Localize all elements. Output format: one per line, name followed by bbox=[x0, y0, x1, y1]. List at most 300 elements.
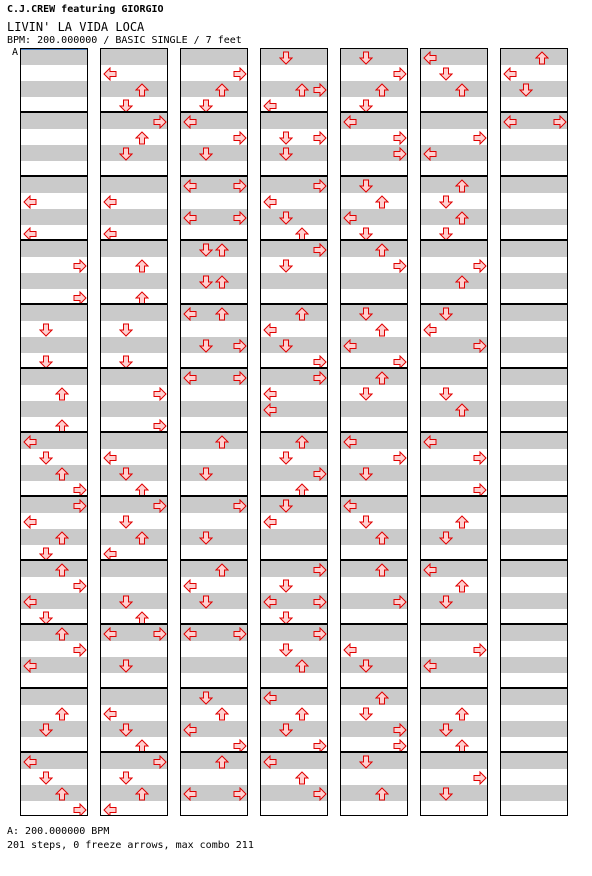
up-arrow-icon bbox=[135, 738, 149, 752]
chart-measure bbox=[100, 368, 168, 432]
left-arrow-icon bbox=[183, 578, 197, 592]
chart-measure bbox=[260, 688, 328, 752]
chart-measure bbox=[100, 304, 168, 368]
chart-measure bbox=[340, 304, 408, 368]
right-arrow-icon bbox=[473, 642, 487, 656]
beat-band bbox=[421, 785, 487, 801]
left-arrow-icon bbox=[263, 594, 277, 608]
left-arrow-icon bbox=[103, 802, 117, 816]
left-arrow-icon bbox=[343, 338, 357, 352]
chart-measure bbox=[340, 240, 408, 304]
up-arrow-icon bbox=[295, 226, 309, 240]
beat-band bbox=[501, 785, 567, 801]
left-arrow-icon bbox=[23, 514, 37, 528]
left-arrow-icon bbox=[183, 210, 197, 224]
chart-column bbox=[340, 48, 408, 816]
beat-band bbox=[501, 145, 567, 161]
beat-band bbox=[341, 177, 407, 193]
down-arrow-icon bbox=[119, 322, 133, 336]
beat-band bbox=[101, 529, 167, 545]
beat-band bbox=[421, 241, 487, 257]
down-arrow-icon bbox=[359, 514, 373, 528]
up-arrow-icon bbox=[295, 482, 309, 496]
left-arrow-icon bbox=[103, 626, 117, 640]
down-arrow-icon bbox=[359, 50, 373, 64]
down-arrow-icon bbox=[279, 210, 293, 224]
up-arrow-icon bbox=[375, 242, 389, 256]
chart-measure bbox=[180, 432, 248, 496]
right-arrow-icon bbox=[473, 130, 487, 144]
down-arrow-icon bbox=[439, 786, 453, 800]
chart-measure bbox=[260, 368, 328, 432]
chart-measure bbox=[500, 240, 568, 304]
down-arrow-icon bbox=[199, 466, 213, 480]
chart-measure bbox=[260, 48, 328, 112]
left-arrow-icon bbox=[183, 786, 197, 800]
chart-measure bbox=[100, 176, 168, 240]
chart-measure bbox=[340, 624, 408, 688]
beat-band bbox=[101, 401, 167, 417]
beat-band bbox=[181, 465, 247, 481]
down-arrow-icon bbox=[439, 530, 453, 544]
beat-band bbox=[181, 593, 247, 609]
beat-band bbox=[501, 49, 567, 65]
up-arrow-icon bbox=[295, 658, 309, 672]
chart-measure bbox=[20, 112, 88, 176]
down-arrow-icon bbox=[279, 642, 293, 656]
down-arrow-icon bbox=[119, 466, 133, 480]
left-arrow-icon bbox=[23, 594, 37, 608]
beat-band bbox=[261, 529, 327, 545]
beat-band bbox=[421, 529, 487, 545]
down-arrow-icon bbox=[439, 306, 453, 320]
up-arrow-icon bbox=[295, 434, 309, 448]
down-arrow-icon bbox=[119, 146, 133, 160]
down-arrow-icon bbox=[439, 386, 453, 400]
chart-measure bbox=[20, 496, 88, 560]
left-arrow-icon bbox=[343, 210, 357, 224]
chart-measure bbox=[420, 560, 488, 624]
right-arrow-icon bbox=[73, 802, 87, 816]
beat-band bbox=[501, 305, 567, 321]
beat-band bbox=[261, 721, 327, 737]
beat-band bbox=[21, 689, 87, 705]
right-arrow-icon bbox=[393, 354, 407, 368]
chart-measure bbox=[340, 560, 408, 624]
beat-band bbox=[181, 561, 247, 577]
up-arrow-icon bbox=[455, 210, 469, 224]
right-arrow-icon bbox=[473, 258, 487, 272]
chart-measure bbox=[420, 496, 488, 560]
beat-band bbox=[101, 593, 167, 609]
left-arrow-icon bbox=[103, 194, 117, 208]
right-arrow-icon bbox=[73, 578, 87, 592]
right-arrow-icon bbox=[393, 722, 407, 736]
up-arrow-icon bbox=[55, 562, 69, 576]
up-arrow-icon bbox=[295, 706, 309, 720]
chart-measure bbox=[20, 48, 88, 112]
beat-band bbox=[261, 337, 327, 353]
up-arrow-icon bbox=[55, 626, 69, 640]
beat-band bbox=[21, 81, 87, 97]
up-arrow-icon bbox=[455, 402, 469, 416]
beat-band bbox=[421, 497, 487, 513]
down-arrow-icon bbox=[39, 610, 53, 624]
up-arrow-icon bbox=[535, 50, 549, 64]
down-arrow-icon bbox=[39, 450, 53, 464]
beat-band bbox=[501, 561, 567, 577]
down-arrow-icon bbox=[359, 754, 373, 768]
up-arrow-icon bbox=[455, 514, 469, 528]
up-arrow-icon bbox=[135, 82, 149, 96]
chart-measure bbox=[420, 304, 488, 368]
down-arrow-icon bbox=[359, 706, 373, 720]
beat-band bbox=[421, 689, 487, 705]
left-arrow-icon bbox=[263, 754, 277, 768]
beat-band bbox=[181, 49, 247, 65]
chart-column bbox=[180, 48, 248, 816]
up-arrow-icon bbox=[135, 130, 149, 144]
chart-measure bbox=[100, 688, 168, 752]
bpm-summary: A: 200.000000 BPM bbox=[7, 826, 110, 837]
right-arrow-icon bbox=[233, 66, 247, 80]
left-arrow-icon bbox=[423, 434, 437, 448]
chart-measure bbox=[500, 752, 568, 816]
left-arrow-icon bbox=[263, 402, 277, 416]
down-arrow-icon bbox=[279, 498, 293, 512]
down-arrow-icon bbox=[439, 722, 453, 736]
up-arrow-icon bbox=[375, 194, 389, 208]
left-arrow-icon bbox=[23, 754, 37, 768]
down-arrow-icon bbox=[119, 354, 133, 368]
beat-band bbox=[101, 465, 167, 481]
right-arrow-icon bbox=[233, 498, 247, 512]
down-arrow-icon bbox=[359, 306, 373, 320]
beat-band bbox=[181, 753, 247, 769]
chart-measure bbox=[260, 496, 328, 560]
down-arrow-icon bbox=[39, 322, 53, 336]
beat-band bbox=[101, 689, 167, 705]
beat-band bbox=[21, 145, 87, 161]
chart-measure bbox=[340, 688, 408, 752]
left-arrow-icon bbox=[263, 194, 277, 208]
up-arrow-icon bbox=[455, 578, 469, 592]
up-arrow-icon bbox=[375, 370, 389, 384]
chart-measure bbox=[180, 688, 248, 752]
beat-band bbox=[261, 209, 327, 225]
chart-measure bbox=[100, 432, 168, 496]
beat-band bbox=[341, 657, 407, 673]
left-arrow-icon bbox=[423, 146, 437, 160]
chart-measure bbox=[100, 560, 168, 624]
right-arrow-icon bbox=[393, 130, 407, 144]
left-arrow-icon bbox=[263, 386, 277, 400]
right-arrow-icon bbox=[233, 738, 247, 752]
chart-measure bbox=[100, 48, 168, 112]
chart-measure bbox=[500, 176, 568, 240]
chart-measure bbox=[20, 432, 88, 496]
down-arrow-icon bbox=[199, 594, 213, 608]
down-arrow-icon bbox=[199, 530, 213, 544]
beat-band bbox=[501, 593, 567, 609]
right-arrow-icon bbox=[473, 770, 487, 784]
left-arrow-icon bbox=[263, 514, 277, 528]
down-arrow-icon bbox=[359, 658, 373, 672]
down-arrow-icon bbox=[119, 514, 133, 528]
chart-measure bbox=[100, 624, 168, 688]
up-arrow-icon bbox=[295, 306, 309, 320]
beat-band bbox=[501, 209, 567, 225]
beat-band bbox=[421, 753, 487, 769]
beat-band bbox=[501, 401, 567, 417]
beat-band bbox=[501, 689, 567, 705]
right-arrow-icon bbox=[153, 754, 167, 768]
right-arrow-icon bbox=[393, 594, 407, 608]
beat-band bbox=[101, 49, 167, 65]
chart-measure bbox=[180, 368, 248, 432]
chart-measure bbox=[180, 176, 248, 240]
right-arrow-icon bbox=[73, 498, 87, 512]
left-arrow-icon bbox=[263, 690, 277, 704]
chart-measure bbox=[20, 688, 88, 752]
right-arrow-icon bbox=[393, 450, 407, 464]
down-arrow-icon bbox=[279, 722, 293, 736]
chart-measure bbox=[500, 112, 568, 176]
chart-measure bbox=[260, 432, 328, 496]
left-arrow-icon bbox=[183, 626, 197, 640]
chart-measure bbox=[180, 304, 248, 368]
step-stats: 201 steps, 0 freeze arrows, max combo 211 bbox=[7, 840, 254, 851]
up-arrow-icon bbox=[215, 562, 229, 576]
up-arrow-icon bbox=[215, 306, 229, 320]
beat-band bbox=[501, 369, 567, 385]
up-arrow-icon bbox=[55, 466, 69, 480]
beat-band bbox=[421, 305, 487, 321]
down-arrow-icon bbox=[119, 98, 133, 112]
right-arrow-icon bbox=[393, 258, 407, 272]
up-arrow-icon bbox=[135, 290, 149, 304]
left-arrow-icon bbox=[343, 434, 357, 448]
right-arrow-icon bbox=[233, 626, 247, 640]
beat-band bbox=[101, 273, 167, 289]
beat-band bbox=[101, 209, 167, 225]
down-arrow-icon bbox=[439, 226, 453, 240]
beat-band bbox=[341, 401, 407, 417]
chart-measure bbox=[340, 368, 408, 432]
right-arrow-icon bbox=[233, 370, 247, 384]
chart-measure bbox=[180, 752, 248, 816]
beat-band bbox=[501, 241, 567, 257]
down-arrow-icon bbox=[39, 546, 53, 560]
right-arrow-icon bbox=[393, 146, 407, 160]
up-arrow-icon bbox=[55, 530, 69, 544]
down-arrow-icon bbox=[359, 178, 373, 192]
down-arrow-icon bbox=[359, 226, 373, 240]
right-arrow-icon bbox=[153, 418, 167, 432]
bpm-marker-label: A bbox=[12, 47, 19, 58]
right-arrow-icon bbox=[313, 370, 327, 384]
right-arrow-icon bbox=[153, 626, 167, 640]
beat-band bbox=[501, 337, 567, 353]
chart-measure bbox=[260, 560, 328, 624]
beat-band bbox=[181, 657, 247, 673]
beat-band bbox=[101, 721, 167, 737]
down-arrow-icon bbox=[279, 130, 293, 144]
chart-measure bbox=[420, 688, 488, 752]
chart-measure bbox=[260, 752, 328, 816]
left-arrow-icon bbox=[263, 98, 277, 112]
beat-band bbox=[341, 369, 407, 385]
beat-band bbox=[341, 241, 407, 257]
down-arrow-icon bbox=[519, 82, 533, 96]
chart-column bbox=[260, 48, 328, 816]
chart-measure bbox=[180, 496, 248, 560]
beat-band bbox=[101, 81, 167, 97]
beat-band bbox=[101, 145, 167, 161]
beat-band bbox=[261, 273, 327, 289]
left-arrow-icon bbox=[263, 322, 277, 336]
chart-measure bbox=[420, 752, 488, 816]
beat-band bbox=[341, 273, 407, 289]
up-arrow-icon bbox=[215, 274, 229, 288]
right-arrow-icon bbox=[313, 242, 327, 256]
down-arrow-icon bbox=[199, 242, 213, 256]
beat-band bbox=[21, 401, 87, 417]
up-arrow-icon bbox=[55, 786, 69, 800]
chart-measure bbox=[180, 624, 248, 688]
right-arrow-icon bbox=[233, 178, 247, 192]
down-arrow-icon bbox=[119, 770, 133, 784]
up-arrow-icon bbox=[455, 706, 469, 720]
up-arrow-icon bbox=[455, 738, 469, 752]
right-arrow-icon bbox=[73, 642, 87, 656]
beat-band bbox=[21, 305, 87, 321]
down-arrow-icon bbox=[199, 690, 213, 704]
right-arrow-icon bbox=[313, 626, 327, 640]
beat-band bbox=[101, 177, 167, 193]
left-arrow-icon bbox=[103, 706, 117, 720]
up-arrow-icon bbox=[455, 178, 469, 192]
left-arrow-icon bbox=[103, 226, 117, 240]
beat-band bbox=[341, 81, 407, 97]
chart-measure bbox=[100, 240, 168, 304]
beat-band bbox=[181, 273, 247, 289]
right-arrow-icon bbox=[233, 786, 247, 800]
left-arrow-icon bbox=[343, 498, 357, 512]
down-arrow-icon bbox=[39, 770, 53, 784]
beat-band bbox=[181, 433, 247, 449]
down-arrow-icon bbox=[279, 50, 293, 64]
beat-band bbox=[421, 593, 487, 609]
up-arrow-icon bbox=[215, 754, 229, 768]
up-arrow-icon bbox=[135, 786, 149, 800]
chart-measure bbox=[500, 432, 568, 496]
beat-band bbox=[341, 625, 407, 641]
right-arrow-icon bbox=[153, 386, 167, 400]
chart-measure bbox=[20, 368, 88, 432]
left-arrow-icon bbox=[423, 50, 437, 64]
beat-band bbox=[21, 49, 87, 65]
beat-band bbox=[21, 113, 87, 129]
right-arrow-icon bbox=[233, 338, 247, 352]
beat-band bbox=[21, 465, 87, 481]
chart-measure bbox=[180, 112, 248, 176]
beat-band bbox=[261, 433, 327, 449]
beat-band bbox=[341, 561, 407, 577]
down-arrow-icon bbox=[279, 610, 293, 624]
down-arrow-icon bbox=[439, 194, 453, 208]
chart-column bbox=[100, 48, 168, 816]
up-arrow-icon bbox=[215, 706, 229, 720]
beat-band bbox=[181, 689, 247, 705]
beat-band bbox=[21, 625, 87, 641]
down-arrow-icon bbox=[199, 146, 213, 160]
up-arrow-icon bbox=[55, 706, 69, 720]
chart-measure bbox=[500, 496, 568, 560]
beat-band bbox=[101, 561, 167, 577]
beat-band bbox=[101, 337, 167, 353]
right-arrow-icon bbox=[473, 482, 487, 496]
chart-measure bbox=[420, 112, 488, 176]
chart-info: BPM: 200.000000 / BASIC SINGLE / 7 feet bbox=[7, 35, 242, 46]
beat-band bbox=[501, 465, 567, 481]
left-arrow-icon bbox=[183, 114, 197, 128]
beat-band bbox=[21, 273, 87, 289]
chart-measure bbox=[260, 176, 328, 240]
beat-band bbox=[341, 529, 407, 545]
left-arrow-icon bbox=[23, 194, 37, 208]
chart-measure bbox=[260, 240, 328, 304]
beat-band bbox=[101, 305, 167, 321]
chart-measure bbox=[260, 304, 328, 368]
right-arrow-icon bbox=[233, 130, 247, 144]
right-arrow-icon bbox=[73, 482, 87, 496]
right-arrow-icon bbox=[233, 210, 247, 224]
down-arrow-icon bbox=[199, 98, 213, 112]
left-arrow-icon bbox=[23, 226, 37, 240]
right-arrow-icon bbox=[553, 114, 567, 128]
chart-measure bbox=[20, 560, 88, 624]
chart-measure bbox=[180, 48, 248, 112]
beat-band bbox=[421, 401, 487, 417]
beat-band bbox=[261, 497, 327, 513]
right-arrow-icon bbox=[473, 450, 487, 464]
right-arrow-icon bbox=[313, 594, 327, 608]
chart-measure bbox=[260, 624, 328, 688]
down-arrow-icon bbox=[279, 146, 293, 160]
down-arrow-icon bbox=[39, 354, 53, 368]
chart-measure bbox=[500, 688, 568, 752]
chart-measure bbox=[260, 112, 328, 176]
left-arrow-icon bbox=[183, 306, 197, 320]
right-arrow-icon bbox=[313, 738, 327, 752]
right-arrow-icon bbox=[393, 66, 407, 80]
chart-measure bbox=[340, 432, 408, 496]
beat-band bbox=[21, 529, 87, 545]
beat-band bbox=[501, 529, 567, 545]
down-arrow-icon bbox=[279, 578, 293, 592]
beat-band bbox=[261, 305, 327, 321]
up-arrow-icon bbox=[135, 482, 149, 496]
up-arrow-icon bbox=[135, 258, 149, 272]
beat-band bbox=[21, 177, 87, 193]
beat-band bbox=[501, 81, 567, 97]
chart-column bbox=[20, 48, 88, 816]
chart-measure bbox=[500, 48, 568, 112]
left-arrow-icon bbox=[103, 450, 117, 464]
beat-band bbox=[261, 113, 327, 129]
up-arrow-icon bbox=[215, 82, 229, 96]
